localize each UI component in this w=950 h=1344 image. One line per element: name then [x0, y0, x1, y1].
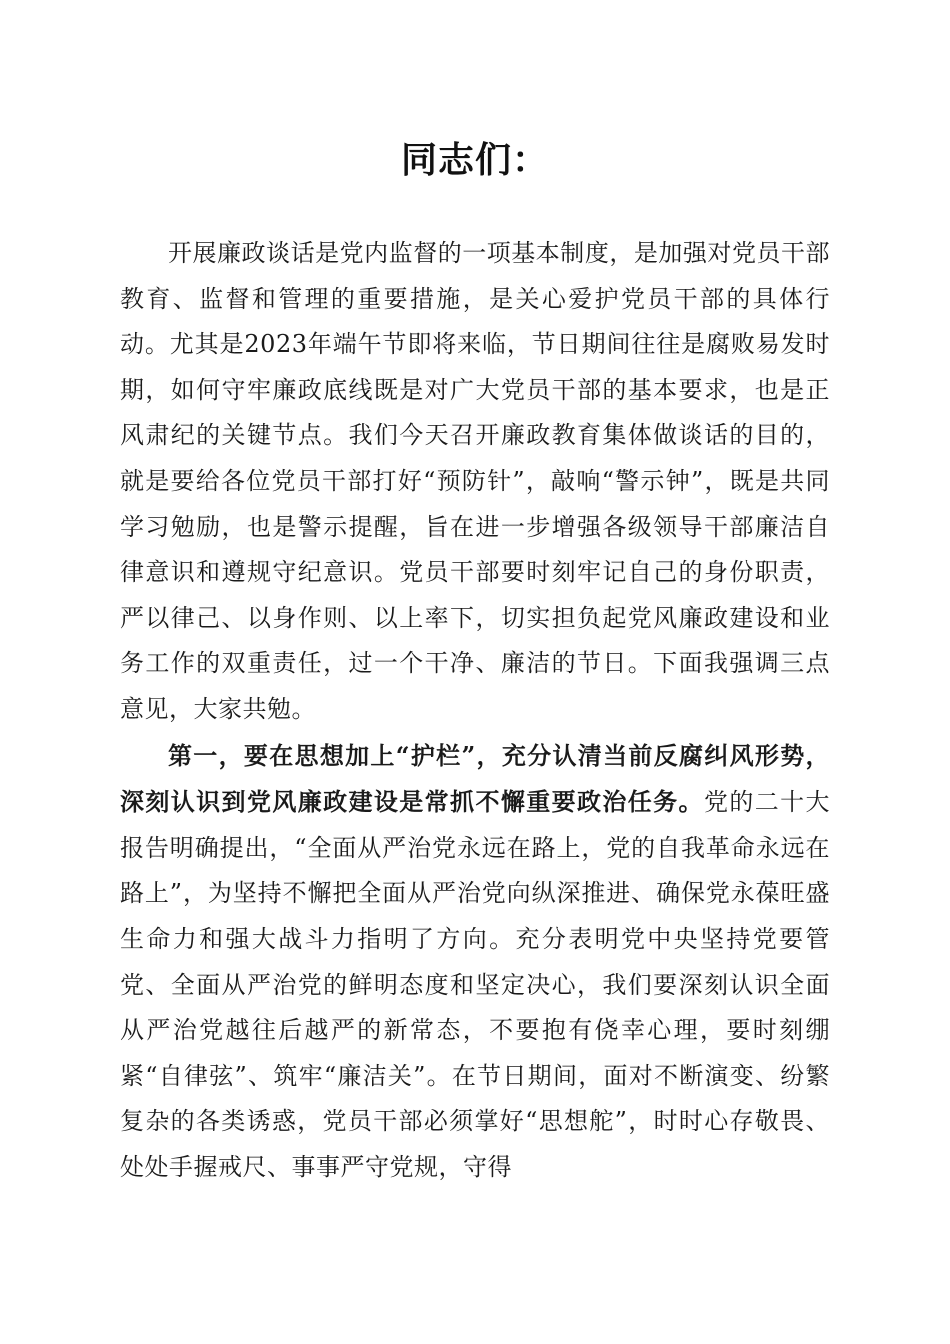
paragraph-text: 党的二十大报告明确提出，“全面从严治党永远在路上，党的自我革命永远在路上”，为坚持不懈把全面从严治党向纵深推进、确保党永葆旺盛生命力和强大战斗力指明了方向。充分表明党中央坚持党要管党、全面从严治党的鲜明态度和坚定决心，我们要深刻认识全面从严治党越往后越严的新常态，不要抱有侥幸心理，要时刻绷紧“自律弦”、筑牢“廉洁关”。在节日期间，面对不断演变、纷繁复杂的各类诱惑，党员干部必须掌好“思想舵”，时时心存敬畏、处处手握戒尺、事事严守党规，守得 [120, 788, 831, 1181]
document-body [120, 230, 830, 1190]
paragraph-intro [120, 230, 830, 733]
paragraph-text: 开展廉政谈话是党内监督的一项基本制度，是加强对党员干部教育、监督和管理的重要措施，是关心爱护党员干部的具体行动。尤其是2023年端午节即将来临，节日期间往往是腐败易发时期，如何守牢廉政底线既是对广大党员干部的基本要求，也是正风肃纪的关键节点。我们今天召开廉政教育集体做谈话的目的，就是要给各位党员干部打好“预防针”，敲响“警示钟”，既是共同学习勉励，也是警示提醒，旨在进一步增强各级领导干部廉洁自律意识和遵规守纪意识。党员干部要时刻牢记自己的身份职责，严以律己、以身作则、以上率下，切实担负起党风廉政建设和业务工作的双重责任，过一个干净、廉洁的节日。下面我强调三点意见，大家共勉。 [120, 239, 830, 723]
paragraph-lead: 第一，要在思想加上“护栏”，充分认清当前反腐纠风形势，深刻认识到党风廉政建设是常抓不懈重要政治任务。 [120, 740, 830, 817]
paragraph-point-one [120, 733, 830, 1191]
page-title: 同志们： [400, 139, 549, 181]
